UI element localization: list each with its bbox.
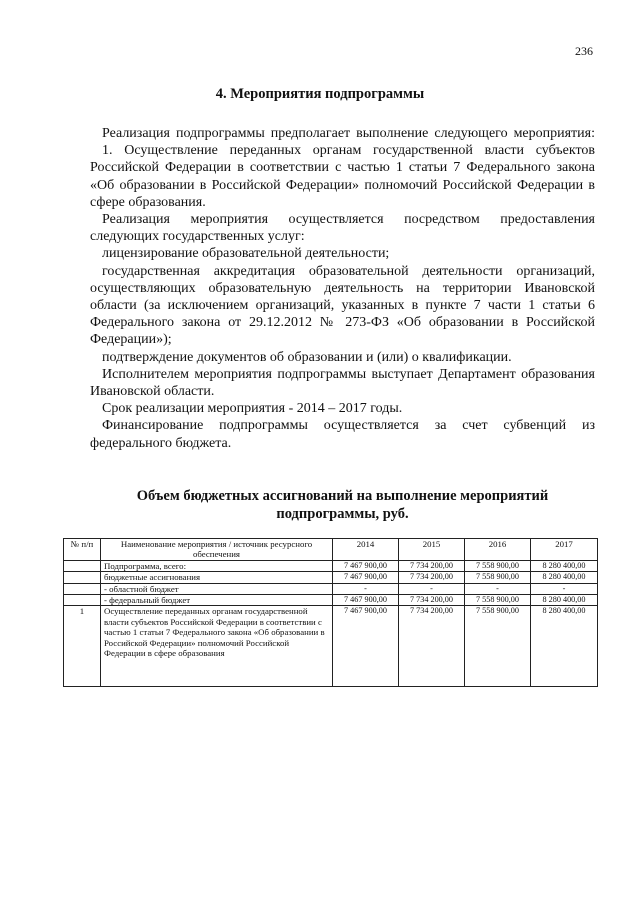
header-year: 2017 bbox=[531, 539, 598, 561]
row-name: - федеральный бюджет bbox=[101, 595, 333, 606]
row-num bbox=[64, 583, 101, 594]
row-name: Подпрограмма, всего: bbox=[101, 560, 333, 571]
row-value: 7 558 900,00 bbox=[465, 572, 531, 583]
row-name: - областной бюджет bbox=[101, 583, 333, 594]
table-row bbox=[64, 606, 598, 687]
header-num: № п/п bbox=[64, 539, 101, 561]
section-heading: 4. Мероприятия подпрограммы bbox=[215, 86, 425, 102]
table-header-row bbox=[64, 539, 598, 561]
row-value: 7 734 200,00 bbox=[399, 572, 465, 583]
row-value: 7 467 900,00 bbox=[333, 606, 399, 687]
paragraph: Срок реализации мероприятия - 2014 – 2017 годы. bbox=[102, 401, 403, 417]
row-value: 8 280 400,00 bbox=[531, 606, 598, 687]
row-num bbox=[64, 595, 101, 606]
paragraph: Реализация подпрограммы предполагает выполнение следующего мероприятия: bbox=[102, 126, 595, 141]
row-value: - bbox=[531, 583, 598, 594]
row-value: - bbox=[465, 583, 531, 594]
row-value: - bbox=[333, 583, 399, 594]
row-value: 7 467 900,00 bbox=[333, 595, 399, 606]
paragraph: Финансирование подпрограммы осуществляется за счет субвенций из федерального бюджета. bbox=[90, 418, 595, 451]
paragraph: подтверждение документов об образовании и (или) о квалификации. bbox=[102, 349, 512, 365]
row-num: 1 bbox=[64, 606, 101, 687]
row-value: 7 467 900,00 bbox=[333, 560, 399, 571]
header-name: Наименование мероприятия / источник ресурсного обеспечения bbox=[101, 539, 333, 561]
table-row bbox=[64, 583, 598, 594]
row-value: 7 558 900,00 bbox=[465, 606, 531, 687]
row-value: 7 467 900,00 bbox=[333, 572, 399, 583]
row-value: 8 280 400,00 bbox=[531, 560, 598, 571]
paragraph: 1. Осуществление переданных органам государственной власти субъектов Российской Федерации в соответствии с частью 1 статьи 7 Федерального закона «Об образовании в Российской Федерации» полномочий Российской Федерации в сфере образования. bbox=[90, 143, 595, 210]
header-year: 2014 bbox=[333, 539, 399, 561]
row-value: 7 734 200,00 bbox=[399, 595, 465, 606]
paragraph: государственная аккредитация образовательной деятельности организаций, осуществляющих образовательную деятельность на территории Ивановской области (за исключением организаций, указанных в пункте 7 части 1 статьи 6 Федерального закона от 29.12.2012 № 273-ФЗ «Об образовании в Российской Федерации»); bbox=[90, 263, 595, 348]
budget-table bbox=[63, 538, 598, 687]
row-num bbox=[64, 572, 101, 583]
row-value: 7 734 200,00 bbox=[399, 606, 465, 687]
row-name: бюджетные ассигнования bbox=[101, 572, 333, 583]
page-number: 236 bbox=[575, 44, 593, 58]
row-value: 7 558 900,00 bbox=[465, 560, 531, 571]
table-title: Объем бюджетных ассигнований на выполнение мероприятий подпрограммы, руб. bbox=[136, 488, 549, 522]
paragraph: лицензирование образовательной деятельности; bbox=[102, 246, 390, 262]
row-num bbox=[64, 560, 101, 571]
row-value: 7 558 900,00 bbox=[465, 595, 531, 606]
row-value: - bbox=[399, 583, 465, 594]
row-value: 8 280 400,00 bbox=[531, 572, 598, 583]
table-row bbox=[64, 560, 598, 571]
row-value: 7 734 200,00 bbox=[399, 560, 465, 571]
header-year: 2015 bbox=[399, 539, 465, 561]
table-row bbox=[64, 572, 598, 583]
table-row bbox=[64, 595, 598, 606]
paragraph: Исполнителем мероприятия подпрограммы выступает Департамент образования Ивановской области. bbox=[90, 366, 595, 400]
body-text bbox=[90, 125, 595, 452]
row-value: 8 280 400,00 bbox=[531, 595, 598, 606]
row-name: Осуществление переданных органам государственной власти субъектов Российской Федерации в соответствии с частью 1 статьи 7 Федерального закона «Об образовании в Российской Федерации» полномочий Российской Федерации в сфере образования bbox=[101, 606, 333, 687]
header-year: 2016 bbox=[465, 539, 531, 561]
paragraph: Реализация мероприятия осуществляется посредством предоставления следующих государственных услуг: bbox=[90, 212, 595, 245]
